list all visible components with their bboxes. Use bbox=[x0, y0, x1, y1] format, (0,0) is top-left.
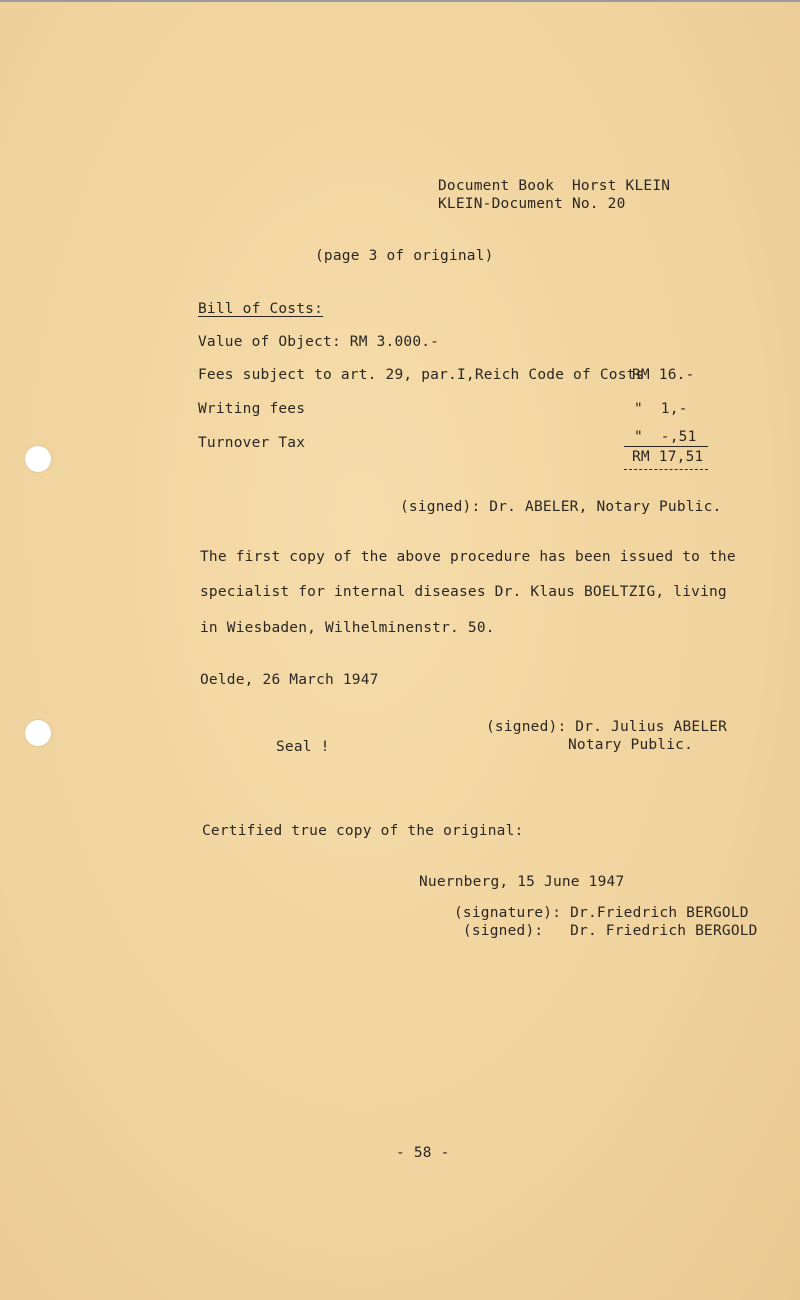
sum-underline bbox=[624, 446, 708, 447]
signed-line: (signed): Dr. Friedrich BERGOLD bbox=[454, 923, 758, 939]
paragraph-line: in Wiesbaden, Wilhelminenstr. 50. bbox=[200, 620, 495, 636]
signature-line: (signature): Dr.Friedrich BERGOLD bbox=[454, 905, 749, 921]
value-of-object: Value of Object: RM 3.000.- bbox=[198, 334, 440, 350]
paragraph-line: The first copy of the above procedure has been issued to the bbox=[200, 549, 736, 565]
punch-hole bbox=[25, 720, 51, 746]
punch-hole bbox=[25, 446, 51, 472]
fee-row-label: Turnover Tax bbox=[198, 435, 306, 451]
notary-title: Notary Public. bbox=[568, 737, 694, 753]
fee-row-label: Fees subject to art. 29, par.I,Reich Code of Costs bbox=[198, 367, 645, 383]
signed-notary-line: (signed): Dr. ABELER, Notary Public. bbox=[400, 499, 722, 515]
fee-row-amount: " 1,- bbox=[634, 401, 688, 417]
fee-row-amount: RM 16.- bbox=[632, 367, 695, 383]
page-number: - 58 - bbox=[396, 1145, 450, 1161]
total-double-underline bbox=[624, 469, 708, 470]
fee-row-label: Writing fees bbox=[198, 401, 306, 417]
certified-copy-line: Certified true copy of the original: bbox=[202, 823, 524, 839]
bill-total: RM 17,51 bbox=[632, 449, 704, 465]
bill-heading: Bill of Costs: bbox=[198, 301, 324, 317]
paragraph-line: specialist for internal diseases Dr. Klaus BOELTZIG, living bbox=[200, 584, 727, 600]
page-of-original-note: (page 3 of original) bbox=[315, 248, 494, 264]
document-number-line: KLEIN-Document No. 20 bbox=[438, 196, 626, 212]
fee-row-amount: " -,51 bbox=[634, 429, 697, 445]
document-book-line: Document Book Horst KLEIN bbox=[438, 178, 671, 194]
place-date: Oelde, 26 March 1947 bbox=[200, 672, 379, 688]
certification-place-date: Nuernberg, 15 June 1947 bbox=[419, 874, 625, 890]
notary-signed-line: (signed): Dr. Julius ABELER bbox=[486, 719, 728, 735]
seal-note: Seal ! bbox=[276, 739, 330, 755]
